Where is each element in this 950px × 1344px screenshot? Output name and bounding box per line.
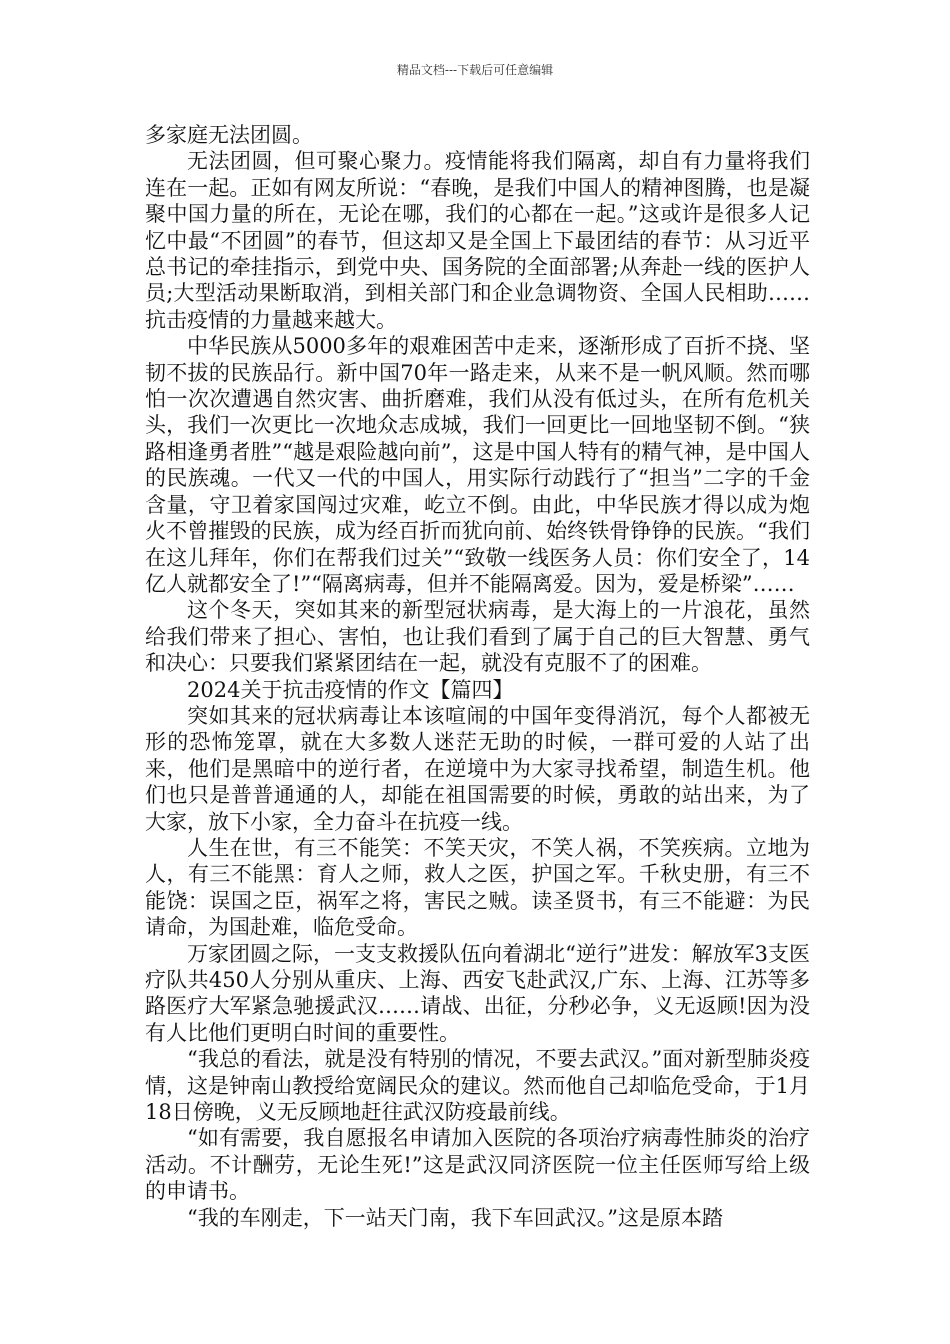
paragraph: 多家庭无法团圆。 xyxy=(145,123,313,147)
paragraph: 万家团圆之际，一支支救援队伍向着湖北“逆行”进发：解放军3支医疗队共450人分别从重庆、上海、西安飞赴武汉,广东、上海、江苏等多路医疗大军紧急驰援武汉……请战、出征，分秒必争，义无返顾!因为没有人比他们更明白时间的重要性。 xyxy=(145,941,810,1045)
document-body xyxy=(145,122,810,1231)
paragraph: 无法团圆，但可聚心聚力。疫情能将我们隔离，却自有力量将我们连在一起。正如有网友所说：“春晚，是我们中国人的精神图腾，也是凝聚中国力量的所在，无论在哪，我们的心都在一起。”这或许是很多人记忆中最“不团圆”的春节，但这却又是全国上下最团结的春节：从习近平总书记的牵挂指示，到党中央、国务院的全面部署;从奔赴一线的医护人员;大型活动果断取消，到相关部门和企业急调物资、全国人民相助……抗击疫情的力量越来越大。 xyxy=(145,149,810,332)
paragraph: 突如其来的冠状病毒让本该喧闹的中国年变得消沉，每个人都被无形的恐怖笼罩，就在大多数人迷茫无助的时候，一群可爱的人站了出来，他们是黑暗中的逆行者，在逆境中为大家寻找希望，制造生机。他们也只是普普通通的人，却能在祖国需要的时候，勇敢的站出来，为了大家，放下小家，全力奋斗在抗疫一线。 xyxy=(145,703,810,834)
page-header: 精品文档---下载后可任意编辑 xyxy=(396,63,554,77)
paragraph: 这个冬天，突如其来的新型冠状病毒，是大海上的一片浪花，虽然给我们带来了担心、害怕，也让我们看到了属于自己的巨大智慧、勇气和决心：只要我们紧紧团结在一起，就没有克服不了的困难。 xyxy=(145,598,810,676)
paragraph: “我的车刚走，下一站天门南，我下车回武汉。”这是原本踏 xyxy=(187,1205,723,1230)
paragraph: 中华民族从5000多年的艰难困苦中走来，逐渐形成了百折不挠、坚韧不拔的民族品行。新中国70年一路走来，从来不是一帆风顺。然而哪怕一次次遭遇自然灾害、曲折磨难，我们从没有低过头，在所有危机关头，我们一次更比一次地众志成城，我们一回更比一回地坚韧不倒。“狭路相逢勇者胜”“越是艰险越向前”，这是中国人特有的精气神，是中国人的民族魂。一代又一代的中国人，用实际行动践行了“担当”二字的千金含量，守卫着家国闯过灾难，屹立不倒。由此，中华民族才得以成为炮火不曾摧毁的民族，成为经百折而犹向前、始终铁骨铮铮的民族。“我们在这儿拜年，你们在帮我们过关”“致敬一线医务人员：你们安全了，14亿人就都安全了!”“隔离病毒，但并不能隔离爱。因为，爱是桥梁”…… xyxy=(145,334,810,596)
paragraph: “如有需要，我自愿报名申请加入医院的各项治疗病毒性肺炎的治疗活动。不计酬劳，无论生死!”这是武汉同济医院一位主任医师写给上级的申请书。 xyxy=(145,1126,810,1204)
paragraph: 人生在世，有三不能笑：不笑天灾，不笑人祸，不笑疾病。立地为人，有三不能黑：育人之师，救人之医，护国之军。千秋史册，有三不能饶：误国之臣，祸军之将，害民之贼。读圣贤书，有三不能避：为民请命，为国赴难，临危受命。 xyxy=(145,835,810,940)
section-heading: 2024关于抗击疫情的作文【篇四】 xyxy=(187,677,514,702)
paragraph: “我总的看法，就是没有特别的情况，不要去武汉。”面对新型肺炎疫情，这是钟南山教授给宽阔民众的建议。然而他自己却临危受命，于1月18日傍晚，义无反顾地赶往武汉防疫最前线。 xyxy=(145,1047,810,1125)
